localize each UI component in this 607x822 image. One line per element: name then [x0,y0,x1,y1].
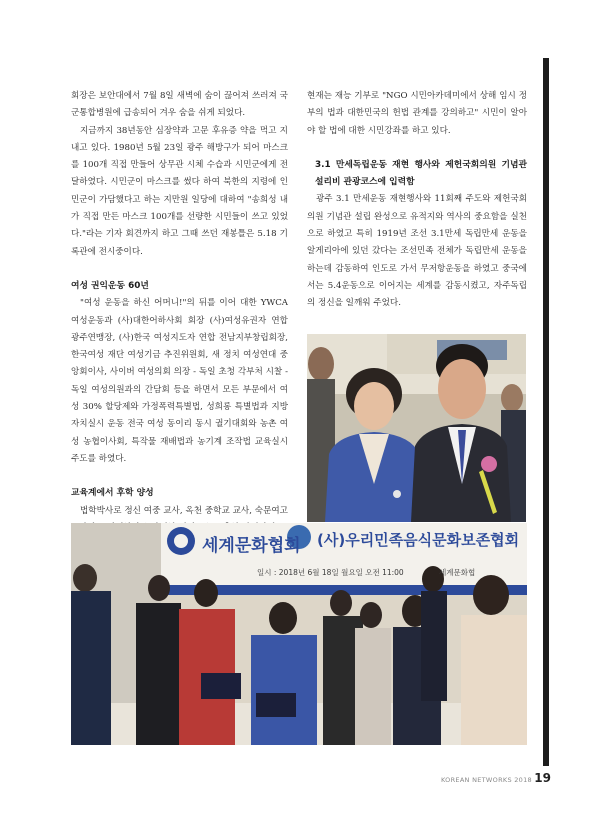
portrait-photo [307,334,526,522]
section-heading-independence: 3.1 만세독립운동 재현 행사와 제헌국회의원 기념관 설리비 관광코스에 입력함 [315,159,527,188]
portrait-photo-image [307,334,526,522]
left-para-3: "여성 운동을 하신 어머니!"의 뒤를 이어 대한 YWCA 여성운동과 (사)대한어하사회 회장 (사)여성유권자 연합 광주연맹장, (사)한국 여성지도자 연합 전남지부창립회장, 한국여성 재단 여성기금 추진위원회, 새 정치 여성연대 중앙회이사, 사이버 여성의회 의장 - 독일 초청 각부처 시찰 - 독일 여성의원과의 간담회 등을 하면서 모든 부문에서 여성 30% 할당제와 가정폭력특별법, 성희롱 특별법과 지방자치실시 운동 전국 여성 동이리 동시 궐기대회와 농촌 여성 농협이사회, 특작물 재배법과 농기계 조작법 교육실시 주도를 하였다. [71,298,288,464]
banner-place: 세계문화협 [439,568,476,577]
footer-magazine-title: KOREAN NETWORKS 2018 [440,776,532,784]
ceremony-photo-image [71,523,527,745]
page-number: 19 [534,771,551,785]
section-heading-womens-rights: 여성 권익운동 60년 [71,280,149,291]
left-para-2: 지금까지 38년동안 심장약과 고문 후유증 약을 먹고 지내고 있다. 1980년 5월 23일 광주 해방구가 되어 마스크를 100개 직접 만들어 상무관 시체 수습과 시민군에게 전달하였다. 시민군이 마스크를 썼다 하여 북한의 지령에 인민군이 가담했다고 하는 지만원 일당에 대하여 "송희성 내가 직접 만든 마스크 100개를 선량한 시민들이 쓰고 있었다."라는 기자 회견까지 하고 그때 쓰던 재봉틀은 5.18 기록관에 전시중이다. [71,125,288,257]
banner-org-2: (사)우리민족음식문화보존협회 [317,531,520,549]
right-text-column [307,88,527,313]
ceremony-photo [71,523,527,745]
left-text-column [71,88,288,537]
left-para-1: 회장은 보안대에서 7월 8일 새벽에 숨이 끊어져 쓰러져 국군통합병원에 급송되어 겨우 숨을 쉬게 되었다. [71,91,288,119]
banner-date: 일시 : 2018년 6월 18일 월요일 오전 11:00 [257,568,404,577]
page-edge-bar [543,58,549,766]
right-para-1: 현재는 재능 기부로 "NGO 시민아카데미에서 상해 임시 정부의 법과 대한민국의 헌법 관계를 강의하고" 시민이 알아야 할 법에 대한 시민강좌를 하고 있다. [307,91,527,136]
banner-org-1: 세계문화협회 [202,536,301,556]
section-heading-education: 교육계에서 후학 양성 [71,488,154,499]
right-para-2: 광주 3.1 만세운동 재현행사와 11회째 주도와 제헌국회의원 기념관 설립 완성으로 유적지와 역사의 중요함을 실천으로 하였고 특히 1919년 조선 3.1만세 독립만세 운동을 알게리아에 있던 갔다는 조선민족 전체가 독립만세 운동을 하는데 감동하여 인도로 가서 무저항운동을 하였고 중국에서는 5.4운동으로 이어지는 세계를 감동시켰고, 자주독립의 정신을 일깨워 주었다. [307,194,527,309]
left-para-4: 법학박사로 정신 여중 교사, 옥천 중학교 교사, 숙문여고 [80,505,288,516]
